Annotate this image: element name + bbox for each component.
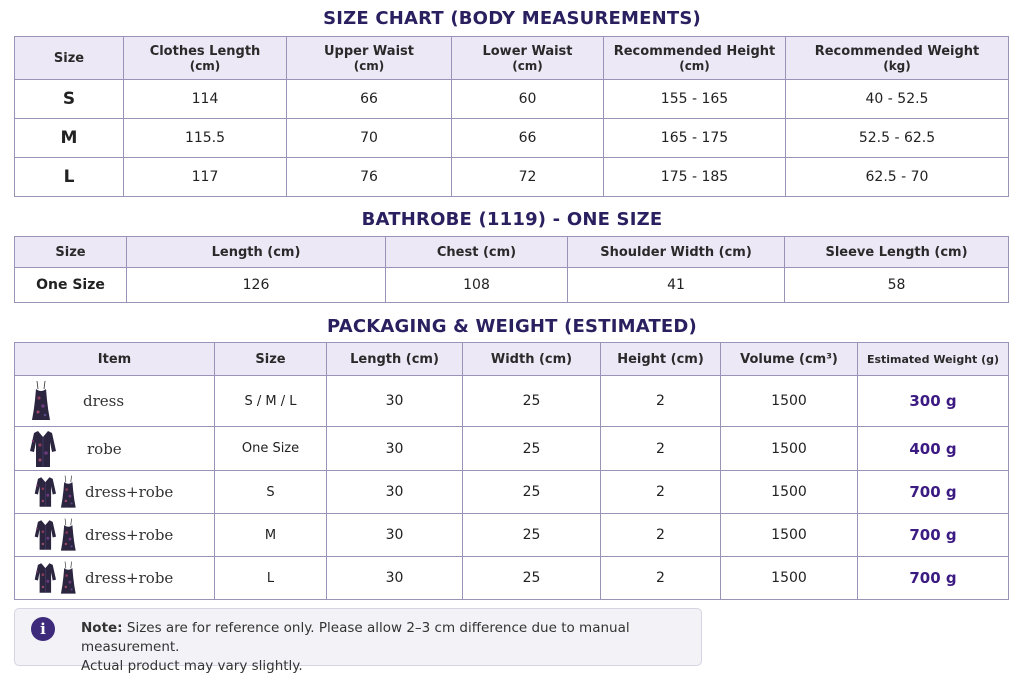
packaging-table bbox=[14, 342, 1009, 600]
size-cell: S bbox=[15, 80, 124, 119]
weight-cell: 400 g bbox=[858, 427, 1009, 471]
table-cell: 40 - 52.5 bbox=[786, 80, 1009, 119]
robe-icon bbox=[29, 429, 57, 469]
table-cell: 66 bbox=[452, 119, 604, 158]
robe-icon bbox=[34, 476, 57, 509]
size-cell: S bbox=[215, 471, 327, 514]
table-row bbox=[15, 376, 1009, 427]
table-row bbox=[15, 514, 1009, 557]
header-clothes-length: Clothes Length (cm) bbox=[124, 37, 287, 80]
table-cell: 52.5 - 62.5 bbox=[786, 119, 1009, 158]
length-cell: 30 bbox=[327, 471, 463, 514]
table-cell: 60 bbox=[452, 80, 604, 119]
weight-cell: 700 g bbox=[858, 471, 1009, 514]
item-thumbnails bbox=[34, 518, 78, 552]
header-sleeve-length: Sleeve Length (cm) bbox=[785, 237, 1009, 268]
header-size: Size bbox=[15, 37, 124, 80]
volume-cell: 1500 bbox=[721, 471, 858, 514]
weight-cell: 700 g bbox=[858, 557, 1009, 600]
table-cell: 117 bbox=[124, 158, 287, 197]
size-chart-header-row bbox=[15, 37, 1009, 80]
table-cell: 76 bbox=[287, 158, 452, 197]
table-row bbox=[15, 427, 1009, 471]
robe-icon bbox=[34, 519, 57, 552]
width-cell: 25 bbox=[463, 471, 601, 514]
table-cell: 41 bbox=[568, 268, 785, 303]
table-row bbox=[15, 557, 1009, 600]
item-cell bbox=[15, 376, 215, 427]
header-recommended-height: Recommended Height (cm) bbox=[604, 37, 786, 80]
item-thumbnails bbox=[34, 561, 78, 595]
item-name: robe bbox=[87, 439, 122, 458]
table-cell: 70 bbox=[287, 119, 452, 158]
item-name: dress bbox=[83, 392, 125, 410]
volume-cell: 1500 bbox=[721, 376, 858, 427]
table-row bbox=[15, 80, 1009, 119]
item-name: dress+robe bbox=[85, 526, 174, 544]
length-cell: 30 bbox=[327, 514, 463, 557]
table-row bbox=[15, 268, 1009, 303]
header-estimated-weight: Estimated Weight (g) bbox=[858, 343, 1009, 376]
header-volume: Volume (cm³) bbox=[721, 343, 858, 376]
header-height: Height (cm) bbox=[601, 343, 721, 376]
table-cell: 58 bbox=[785, 268, 1009, 303]
header-length: Length (cm) bbox=[327, 343, 463, 376]
table-cell: 108 bbox=[386, 268, 568, 303]
width-cell: 25 bbox=[463, 376, 601, 427]
header-length: Length (cm) bbox=[127, 237, 386, 268]
volume-cell: 1500 bbox=[721, 514, 858, 557]
width-cell: 25 bbox=[463, 557, 601, 600]
item-cell bbox=[15, 514, 215, 557]
height-cell: 2 bbox=[601, 427, 721, 471]
dress-icon bbox=[58, 518, 78, 552]
dress-icon bbox=[58, 475, 78, 509]
table-cell: 66 bbox=[287, 80, 452, 119]
height-cell: 2 bbox=[601, 376, 721, 427]
table-cell: 126 bbox=[127, 268, 386, 303]
header-recommended-weight: Recommended Weight (kg) bbox=[786, 37, 1009, 80]
item-cell bbox=[15, 471, 215, 514]
bathrobe-table bbox=[14, 236, 1009, 303]
item-cell bbox=[15, 427, 215, 471]
height-cell: 2 bbox=[601, 514, 721, 557]
bathrobe-header-row bbox=[15, 237, 1009, 268]
weight-cell: 700 g bbox=[858, 514, 1009, 557]
note-box bbox=[14, 608, 702, 674]
length-cell: 30 bbox=[327, 376, 463, 427]
size-cell: S / M / L bbox=[215, 376, 327, 427]
width-cell: 25 bbox=[463, 427, 601, 471]
size-cell: L bbox=[15, 158, 124, 197]
dress-icon bbox=[29, 380, 53, 422]
robe-icon bbox=[34, 562, 57, 595]
table-row bbox=[15, 158, 1009, 197]
item-cell bbox=[15, 557, 215, 600]
header-shoulder-width: Shoulder Width (cm) bbox=[568, 237, 785, 268]
size-cell: M bbox=[215, 514, 327, 557]
height-cell: 2 bbox=[601, 471, 721, 514]
table-cell: 175 - 185 bbox=[604, 158, 786, 197]
header-size: Size bbox=[15, 237, 127, 268]
note-text bbox=[81, 619, 701, 676]
volume-cell: 1500 bbox=[721, 557, 858, 600]
dress-icon bbox=[58, 561, 78, 595]
item-thumbnails bbox=[34, 475, 78, 509]
size-cell: L bbox=[215, 557, 327, 600]
item-thumbnails bbox=[29, 429, 57, 469]
header-chest: Chest (cm) bbox=[386, 237, 568, 268]
header-width: Width (cm) bbox=[463, 343, 601, 376]
table-cell: 62.5 - 70 bbox=[786, 158, 1009, 197]
header-size: Size bbox=[215, 343, 327, 376]
size-chart-title: SIZE CHART (BODY MEASUREMENTS) bbox=[323, 8, 701, 29]
item-name: dress+robe bbox=[85, 483, 174, 501]
info-icon: i bbox=[31, 617, 55, 641]
size-cell: One Size bbox=[215, 427, 327, 471]
width-cell: 25 bbox=[463, 514, 601, 557]
header-item: Item bbox=[15, 343, 215, 376]
table-cell: 115.5 bbox=[124, 119, 287, 158]
table-row bbox=[15, 471, 1009, 514]
note-line-1: Sizes are for reference only. Please allow 2–3 cm difference due to manual measurement. bbox=[81, 620, 630, 655]
header-lower-waist: Lower Waist (cm) bbox=[452, 37, 604, 80]
table-cell: 165 - 175 bbox=[604, 119, 786, 158]
table-row bbox=[15, 119, 1009, 158]
size-chart-table bbox=[14, 36, 1009, 197]
item-name: dress+robe bbox=[85, 569, 174, 587]
table-cell: 72 bbox=[452, 158, 604, 197]
header-upper-waist: Upper Waist (cm) bbox=[287, 37, 452, 80]
size-cell: M bbox=[15, 119, 124, 158]
packaging-header-row bbox=[15, 343, 1009, 376]
bathrobe-title: BATHROBE (1119) - ONE SIZE bbox=[361, 209, 663, 230]
volume-cell: 1500 bbox=[721, 427, 858, 471]
item-thumbnails bbox=[29, 380, 53, 422]
weight-cell: 300 g bbox=[858, 376, 1009, 427]
height-cell: 2 bbox=[601, 557, 721, 600]
packaging-title: PACKAGING & WEIGHT (ESTIMATED) bbox=[327, 316, 697, 337]
note-line-2: Actual product may vary slightly. bbox=[81, 658, 303, 674]
length-cell: 30 bbox=[327, 427, 463, 471]
length-cell: 30 bbox=[327, 557, 463, 600]
note-label: Note: bbox=[81, 620, 123, 636]
table-cell: 114 bbox=[124, 80, 287, 119]
size-cell: One Size bbox=[15, 268, 127, 303]
table-cell: 155 - 165 bbox=[604, 80, 786, 119]
